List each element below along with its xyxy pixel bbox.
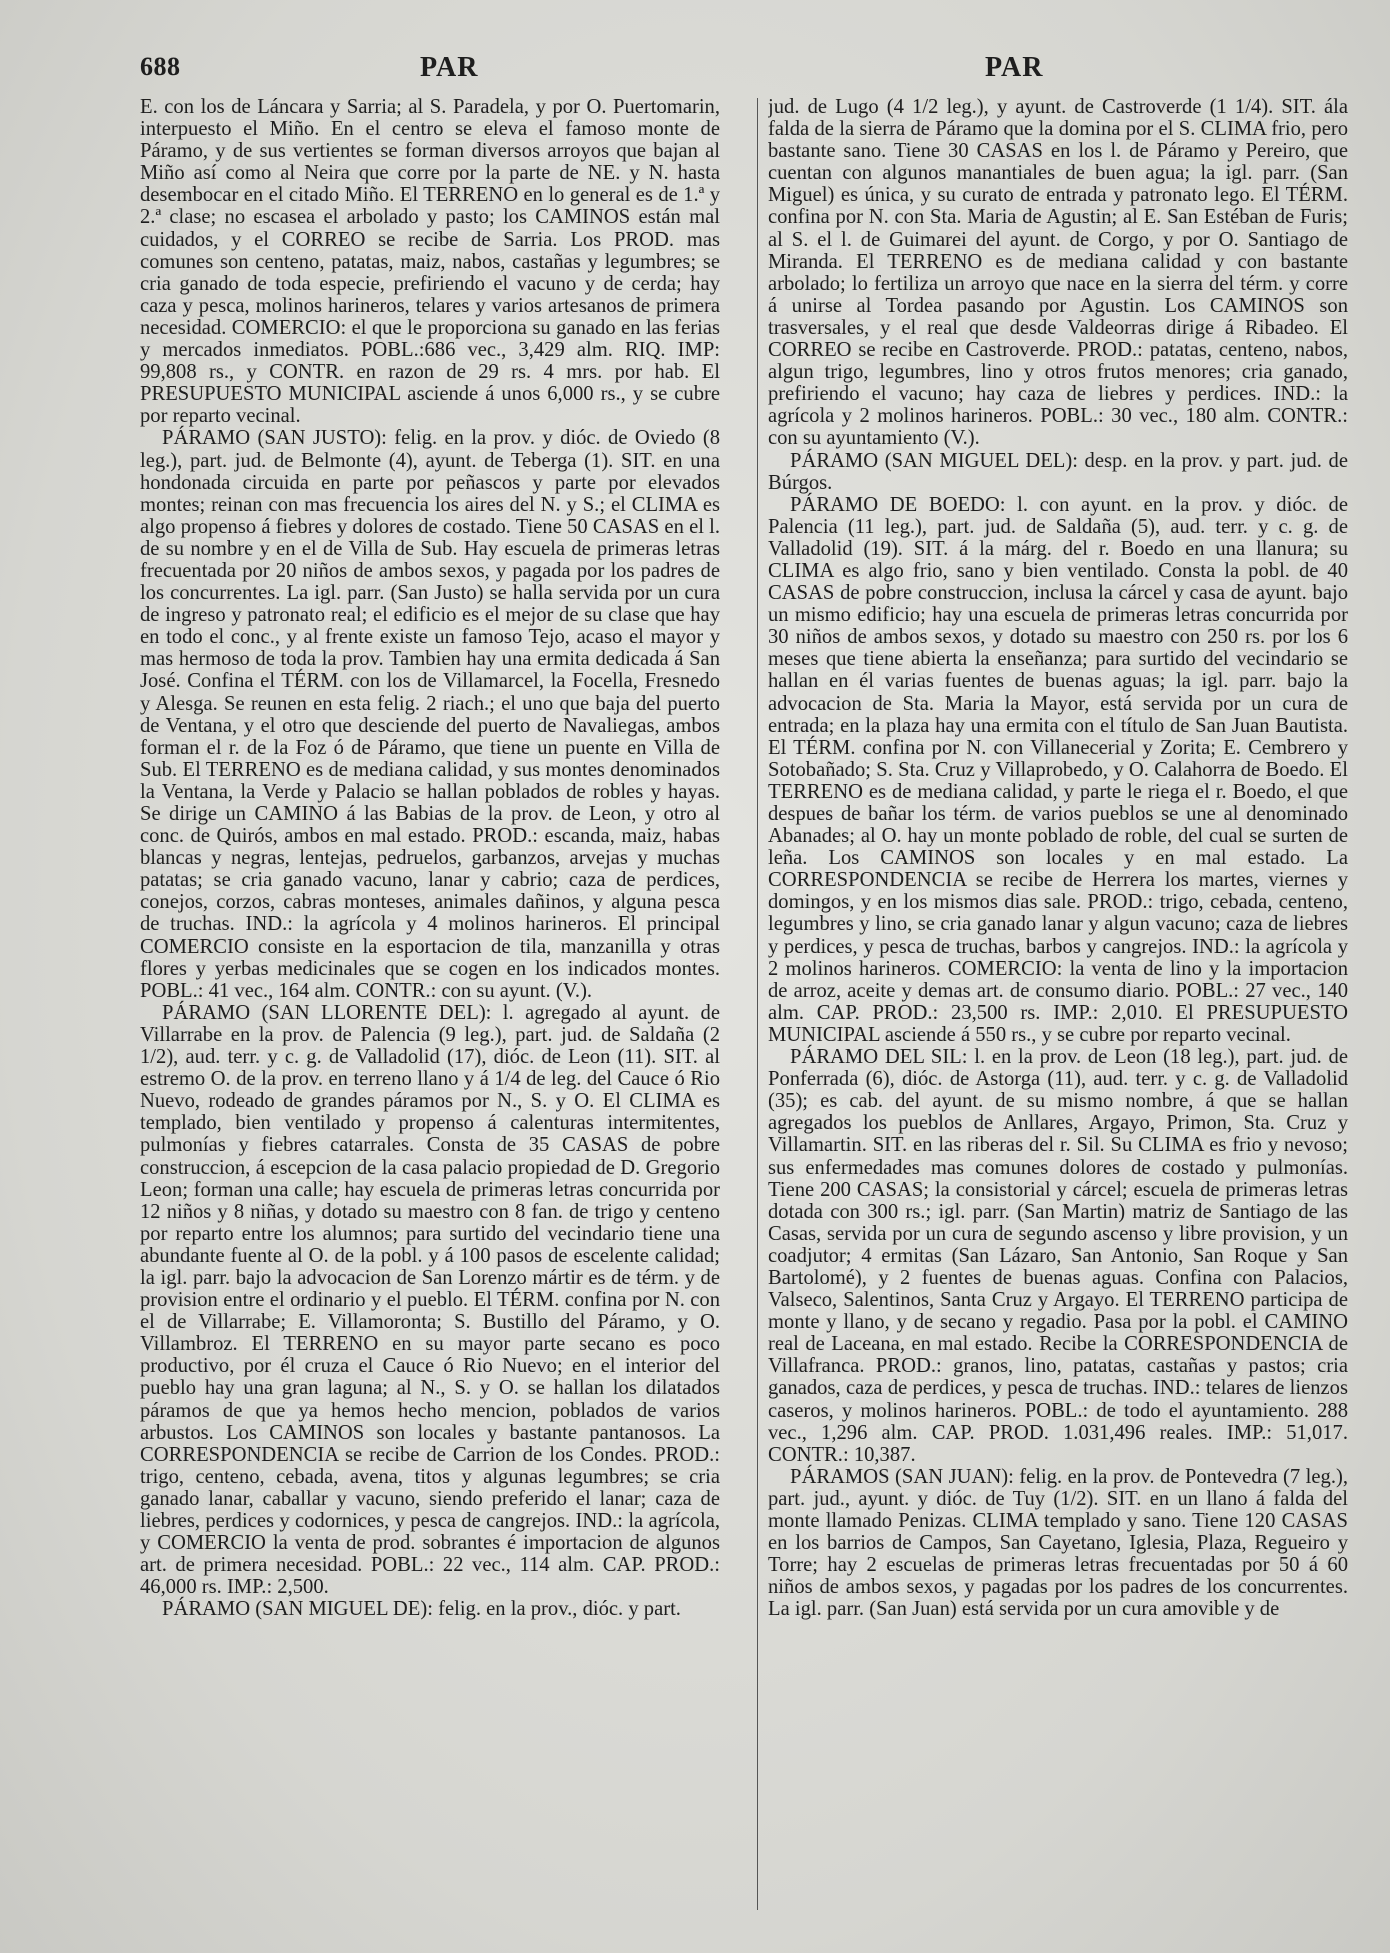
running-head-right: PAR bbox=[985, 52, 1044, 83]
right-column bbox=[768, 96, 1348, 1916]
entry-paramo-de-boedo: PÁRAMO DE BOEDO: l. con ayunt. en la prov. y dióc. de Palencia (11 leg.), part. jud. de Saldaña (5), aud. terr. y c. g. de Valladolid (19). SIT. á la márg. del r. Boedo en una llanura; su CLIMA es algo frio, sano y bien ventilado. Consta la pobl. de 40 CASAS de pobre construccion, inclusa la cárcel y casa de ayunt. bajo un mismo edificio; hay una escuela de primeras letras concurrida por 30 niños de ambos sexos, y dotado su maestro con 250 rs. por los 6 meses que tiene abierta la enseñanza; para surtido del vecindario se hallan en él varias fuentes de buenas aguas; la igl. parr. bajo la advocacion de Sta. Maria la Mayor, está servida por un cura de entrada; en la plaza hay una ermita con el título de San Juan Bautista. El TÉRM. confina por N. con Villanecerial y Zorita; E. Cembrero y Sotobañado; S. Sta. Cruz y Villaprobedo, y O. Calahorra de Boedo. El TERRENO es de mediana calidad, y parte le riega el r. Boedo, el que despues de bañar los térm. de varios pueblos se une al denominado Abanades; al O. hay un monte poblado de roble, del cual se surten de leña. Los CAMINOS son locales y en mal estado. La CORRESPONDENCIA se recibe de Herrera los martes, viernes y domingos, y en los mismos dias sale. PROD.: trigo, cebada, centeno, legumbres y lino, se cria ganado lanar y algun vacuno; caza de liebres y perdices, y pesca de truchas, barbos y cangrejos. IND.: la agrícola y 2 molinos harineros. COMERCIO: la venta de lino y la importacion de arroz, aceite y demas art. de consumo diario. POBL.: 27 vec., 140 alm. CAP. PROD.: 23,500 rs. IMP.: 2,010. El PRESUPUESTO MUNICIPAL asciende á 550 rs., y se cubre por reparto vecinal. bbox=[768, 493, 1348, 1046]
entry-paramo-del-sil: PÁRAMO DEL SIL: l. en la prov. de Leon (18 leg.), part. jud. de Ponferrada (6), dióc. de Astorga (11), aud. terr. y c. g. de Valladolid (35); es cab. del ayunt. de su mismo nombre, á que se hallan agregados los pueblos de Anllares, Argayo, Primon, Sta. Cruz y Villamartin. SIT. en las riberas del r. Sil. Su CLIMA es frio y nevoso; sus enfermedades mas comunes dolores de costado y pulmonías. Tiene 200 CASAS; la consistorial y cárcel; escuela de primeras letras dotada con 300 rs.; igl. parr. (San Martin) matriz de Santiago de las Casas, servida por un cura de segundo ascenso y libre provision, y un coadjutor; 4 ermitas (San Lázaro, San Antonio, San Roque y San Bartolomé), y 2 fuentes de buenas aguas. Confina con Palacios, Valseco, Salentinos, Santa Cruz y Argayo. El TERRENO participa de monte y llano, y de secano y regadio. Pasa por la pobl. el CAMINO real de Laceana, en mal estado. Recibe la CORRESPONDENCIA de Villafranca. PROD.: granos, lino, patatas, castañas y pastos; cria ganados, caza de perdices, y pesca de truchas. IND.: telares de lienzos caseros, y molinos harineros. POBL.: de todo el ayuntamiento. 288 vec., 1,296 alm. CAP. PROD. 1.031,496 reales. IMP.: 51,017. CONTR.: 10,387. bbox=[768, 1046, 1348, 1466]
entry-continuation: jud. de Lugo (4 1/2 leg.), y ayunt. de Castroverde (1 1/4). SIT. ála falda de la sierra de Páramo que la domina por el S. CLIMA frio, pero bastante sano. Tiene 30 CASAS en los l. de Páramo y Pereiro, que cuentan con algunos manantiales de buen agua; la igl. parr. (San Miguel) es única, y su curato de entrada y patronato lego. El TÉRM. confina por N. con Sta. Maria de Agustin; al E. San Estéban de Furis; al S. el l. de Guimarei del ayunt. de Corgo, y por O. Santiago de Miranda. El TERRENO es de mediana calidad y con bastante arbolado; lo fertiliza un arroyo que nace en la sierra del térm. y corre á unirse al Tordea pasando por Agustin. Los CAMINOS son trasversales, y el real que desde Valdeorras dirige á Ribadeo. El CORREO se recibe en Castroverde. PROD.: patatas, centeno, nabos, algun trigo, legumbres, lino y otros frutos menores; cria ganado, prefiriendo el vacuno; hay caza de liebres y perdices. IND.: la agrícola y 2 molinos harineros. POBL.: 30 vec., 180 alm. CONTR.: con su ayuntamiento (V.). bbox=[768, 96, 1348, 450]
column-divider bbox=[757, 98, 758, 1910]
page-header bbox=[140, 52, 1325, 92]
running-head-left: PAR bbox=[420, 52, 479, 83]
entry-paramo-san-llorente: PÁRAMO (SAN LLORENTE DEL): l. agregado al ayunt. de Villarrabe en la prov. de Palencia (9 leg.), part. jud. de Saldaña (2 1/2), aud. terr. y c. g. de Valladolid (17), dióc. de Leon (11). SIT. al estremo O. de la prov. en terreno llano y á 1/4 de leg. del Cauce ó Rio Nuevo, rodeado de grandes páramos por N., S. y O. El CLIMA es templado, bien ventilado y propenso á calenturas intermitentes, pulmonías y fiebres catarrales. Consta de 35 CASAS de pobre construccion, á escepcion de la casa palacio propiedad de D. Gregorio Leon; forman una calle; hay escuela de primeras letras concurrida por 12 niños y 8 niñas, y dotado su maestro con 8 fan. de trigo y centeno por reparto entre los alumnos; para surtido del vecindario tiene una abundante fuente al O. de la pobl. y á 100 pasos de escelente calidad; la igl. parr. bajo la advocacion de San Lorenzo mártir es de térm. y de provision entre el ordinario y el pueblo. El TÉRM. confina por N. con el de Villarrabe; E. Villamoronta; S. Bustillo del Páramo, y O. Villambroz. El TERRENO en su mayor parte secano es poco productivo, por él cruza el Cauce ó Rio Nuevo; en el interior del pueblo hay una gran laguna; al N., S. y O. se hallan los dilatados páramos de que ya hemos hecho mencion, poblados de varios arbustos. Los CAMINOS son locales y bastante pantanosos. La CORRESPONDENCIA se recibe de Carrion de los Condes. PROD.: trigo, centeno, cebada, avena, titos y algunas legumbres; se cria ganado lanar, caballar y vacuno, siendo preferido el lanar; caza de liebres, perdices y codornices, y pesca de cangrejos. IND.: la agrícola, y COMERCIO la venta de prod. sobrantes é importacion de algunos art. de primera necesidad. POBL.: 22 vec., 114 alm. CAP. PROD.: 46,000 rs. IMP.: 2,500. bbox=[140, 1001, 720, 1599]
entry-paramo-san-miguel-del: PÁRAMO (SAN MIGUEL DEL): desp. en la prov. y part. jud. de Búrgos. bbox=[768, 449, 1348, 494]
entry-continuation: E. con los de Láncara y Sarria; al S. Paradela, y por O. Puertomarin, interpuesto el Miño. En el centro se eleva el famoso monte de Páramo, y de sus vertientes se forman diversos arroyos que bajan al Miño así como al Neira que corre por la parte de NE. y N. hasta desembocar en el citado Miño. El TERRENO en lo general es de 1.ª y 2.ª clase; no escasea el arbolado y pasto; los CAMINOS están mal cuidados, y el CORREO se recibe de Sarria. Los PROD. mas comunes son centeno, patatas, maiz, nabos, castañas y legumbres; se cria ganado de toda especie, prefiriendo el vacuno y de cerda; hay caza y pesca, molinos harineros, telares y varios artesanos de primera necesidad. COMERCIO: el que le proporciona su ganado en las ferias y mercados inmediatos. POBL.:686 vec., 3,429 alm. RIQ. IMP: 99,808 rs., y CONTR. en razon de 29 rs. 4 mrs. por hab. El PRESUPUESTO MUNICIPAL asciende á unos 6,000 rs., y se cubre por reparto vecinal. bbox=[140, 96, 720, 428]
entry-paramos-san-juan: PÁRAMOS (SAN JUAN): felig. en la prov. de Pontevedra (7 leg.), part. jud., ayunt. y dióc. de Tuy (1/2). SIT. en un llano á falda del monte llamado Penizas. CLIMA templado y sano. Tiene 120 CASAS en los barrios de Campos, San Cayetano, Iglesia, Plaza, Regueiro y Torre; hay 2 escuelas de primeras letras frecuentadas por 50 á 60 niños de ambos sexos, y pagadas por los padres de los concurrentes. La igl. parr. (San Juan) está servida por un cura amovible y de bbox=[768, 1465, 1348, 1621]
page-number: 688 bbox=[140, 52, 181, 81]
entry-paramo-san-justo: PÁRAMO (SAN JUSTO): felig. en la prov. y dióc. de Oviedo (8 leg.), part. jud. de Belmonte (4), ayunt. de Teberga (1). SIT. en una hondonada circuida en parte por peñascos y parte por elevados montes; reinan con mas frecuencia los aires del N. y S.; el CLIMA es algo propenso á fiebres y dolores de costado. Tiene 50 CASAS en el l. de su nombre y en el de Villa de Sub. Hay escuela de primeras letras frecuentada por 20 niños de ambos sexos, y pagada por los padres de los concurrentes. La igl. parr. (San Justo) se halla servida por un cura de ingreso y patronato real; el edificio es el mejor de su clase que hay en todo el conc., y al frente existe un famoso Tejo, acaso el mayor y mas hermoso de toda la prov. Tambien hay una ermita dedicada á San José. Confina el TÉRM. con los de Villamarcel, la Focella, Fresnedo y Alesga. Se reunen en esta felig. 2 riach.; el uno que baja del puerto de Ventana, y el otro que desciende del puerto de Navaliegas, ambos forman el r. de la Foz ó de Páramo, que tiene un puente en Villa de Sub. El TERRENO es de mediana calidad, y sus montes denominados la Ventana, la Verde y Palacio se hallan poblados de robles y hayas. Se dirige un CAMINO á las Babias de la prov. de Leon, y otro al conc. de Quirós, ambos en mal estado. PROD.: escanda, maiz, habas blancas y negras, lentejas, pedruelos, garbanzos, arvejas y muchas patatas; se cria ganado vacuno, lanar y cabrio; caza de perdices, conejos, corzos, cabras monteses, animales dañinos, y alguna pesca de truchas. IND.: la agrícola y 4 molinos harineros. El principal COMERCIO consiste en la esportacion de tila, manzanilla y otras flores y yerbas medicinales que se cogen en los indicados montes. POBL.: 41 vec., 164 alm. CONTR.: con su ayunt. (V.). bbox=[140, 427, 720, 1002]
left-column bbox=[140, 96, 720, 1916]
entry-paramo-san-miguel-de: PÁRAMO (SAN MIGUEL DE): felig. en la prov., dióc. y part. bbox=[162, 1598, 681, 1621]
